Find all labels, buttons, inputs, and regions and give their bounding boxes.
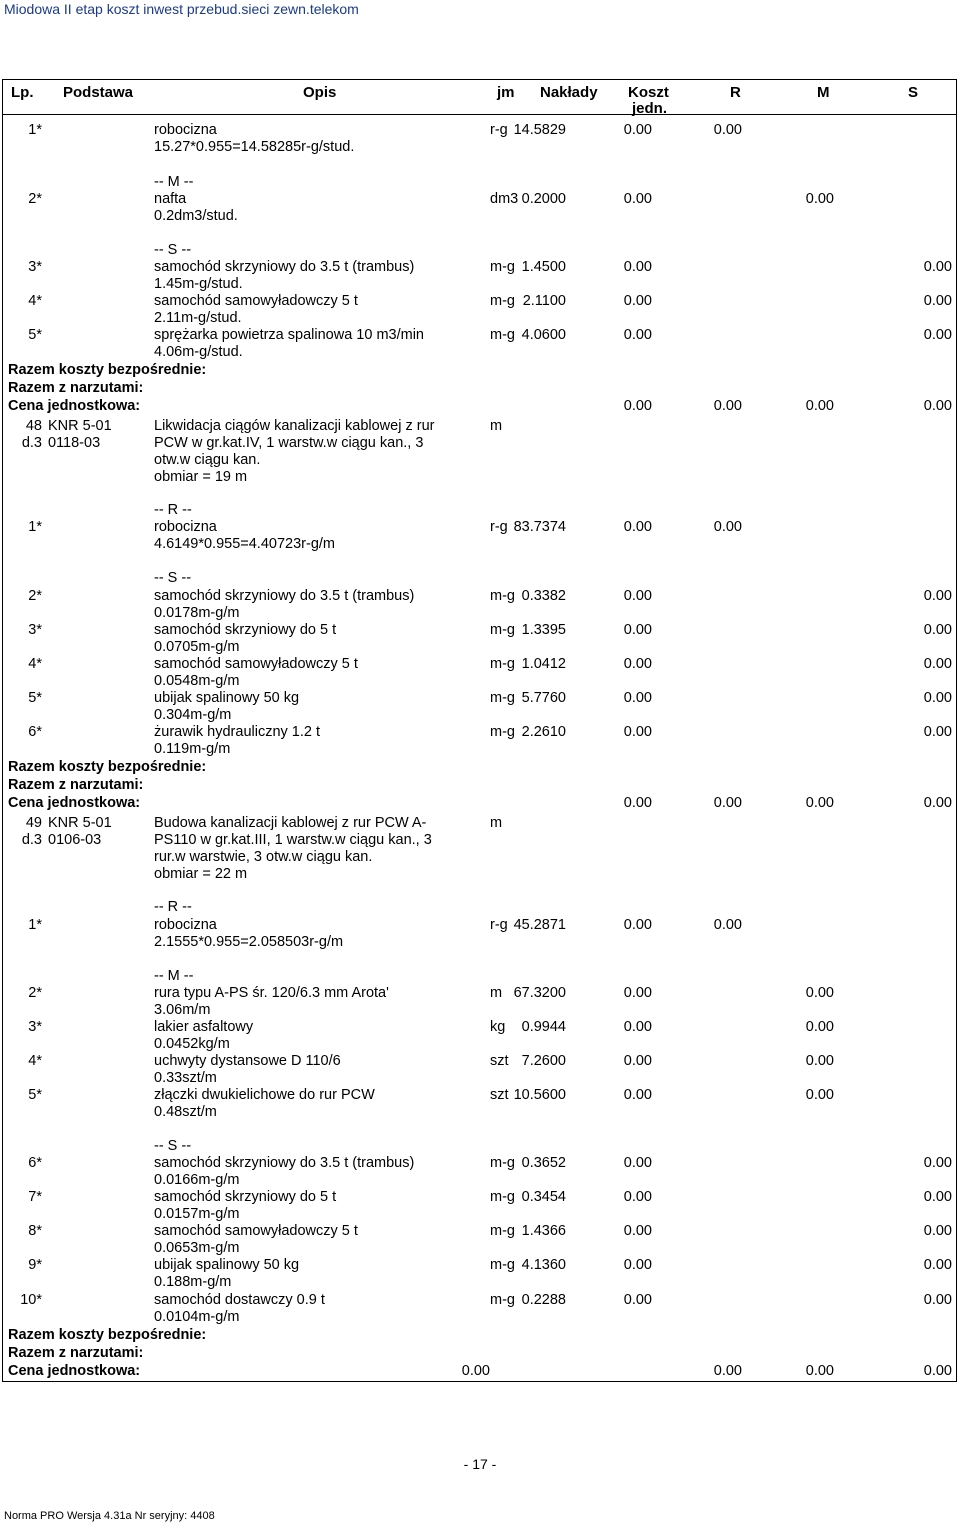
row-jm: m-g: [490, 1223, 515, 1239]
row-jm: szt: [490, 1087, 509, 1103]
row-jm: m-g: [490, 1292, 515, 1308]
row-opis: ubijak spalinowy 50 kg: [154, 690, 300, 706]
row-s: 0.00: [923, 1223, 952, 1239]
cena-jednostkowa-row: [0, 1363, 960, 1385]
row-opis: robocizna: [154, 122, 217, 138]
row-norm: 0.0548m-g/m: [154, 673, 240, 689]
row-opis: robocizna: [154, 519, 217, 535]
position-opis: PCW w gr.kat.IV, 1 warstw.w ciągu kan., 3: [154, 435, 424, 451]
row-lp: 6*: [28, 1155, 42, 1171]
row-m: 0.00: [805, 1053, 834, 1069]
row-koszt: 0.00: [623, 917, 652, 933]
row-jm: r-g: [490, 917, 508, 933]
row-norm: 4.6149*0.955=4.40723r-g/m: [154, 536, 335, 552]
row-koszt: 0.00: [623, 191, 652, 207]
razem-koszty-bezposrednie: Razem koszty bezpośrednie:: [8, 362, 207, 378]
cena-value: 0.00: [461, 1363, 490, 1379]
row-opis: samochód skrzyniowy do 3.5 t (trambus): [154, 259, 415, 275]
row-naklady: 14.5829: [513, 122, 566, 138]
row-s: 0.00: [923, 724, 952, 740]
row-norm: 0.0653m-g/m: [154, 1240, 240, 1256]
row-opis: robocizna: [154, 917, 217, 933]
row-s: 0.00: [923, 622, 952, 638]
row-m: 0.00: [805, 985, 834, 1001]
row-norm: 0.2dm3/stud.: [154, 208, 238, 224]
position-opis: PS110 w gr.kat.III, 1 warstw.w ciągu kan., 3: [154, 832, 432, 848]
row-lp: 10*: [20, 1292, 42, 1308]
row-lp: 3*: [28, 1019, 42, 1035]
row-norm: 0.0705m-g/m: [154, 639, 240, 655]
row-lp: 4*: [28, 656, 42, 672]
row-naklady: 4.0600: [521, 327, 566, 343]
document-title: Miodowa II etap koszt inwest przebud.sieci zewn.telekom: [4, 1, 359, 17]
row-lp: 1*: [28, 519, 42, 535]
row-jm: m-g: [490, 327, 515, 343]
position-lp-sub: d.3: [21, 435, 42, 451]
cena-jednostkowa-row: [0, 795, 960, 817]
row-koszt: 0.00: [623, 1019, 652, 1035]
position-opis: otw.w ciągu kan.: [154, 452, 261, 468]
row-koszt: 0.00: [623, 122, 652, 138]
row-norm: 0.0166m-g/m: [154, 1172, 240, 1188]
row-koszt: 0.00: [623, 327, 652, 343]
row-lp: 1*: [28, 122, 42, 138]
row-naklady: 0.2288: [521, 1292, 566, 1308]
row-r: 0.00: [713, 122, 742, 138]
razem-koszty-bezposrednie: Razem koszty bezpośrednie:: [8, 1327, 207, 1343]
row-opis: nafta: [154, 191, 187, 207]
position-podstawa-sub: 0118-03: [48, 435, 101, 451]
row-s: 0.00: [923, 1189, 952, 1205]
row-koszt: 0.00: [623, 1223, 652, 1239]
row-norm: 2.1555*0.955=2.058503r-g/m: [154, 934, 344, 950]
row-opis: sprężarka powietrza spalinowa 10 m3/min: [154, 327, 424, 343]
row-s: 0.00: [923, 327, 952, 343]
header-koszt: Koszt: [628, 84, 669, 101]
row-koszt: 0.00: [623, 985, 652, 1001]
row-norm: 4.06m-g/stud.: [154, 344, 243, 360]
row-m: 0.00: [805, 1019, 834, 1035]
position-jm: m: [490, 815, 503, 831]
row-lp: 2*: [28, 985, 42, 1001]
row-opis: rura typu A-PS śr. 120/6.3 mm Arota': [154, 985, 389, 1001]
row-jm: m-g: [490, 1189, 515, 1205]
row-m: 0.00: [805, 191, 834, 207]
header-r: R: [730, 84, 741, 101]
row-jm: szt: [490, 1053, 509, 1069]
row-s: 0.00: [923, 656, 952, 672]
row-naklady: 0.3454: [521, 1189, 566, 1205]
page-number: - 17 -: [463, 1456, 497, 1472]
position-lp-sub: d.3: [21, 832, 42, 848]
cena-r: 0.00: [713, 795, 742, 811]
row-lp: 9*: [28, 1257, 42, 1273]
header-lp: Lp.: [11, 84, 34, 101]
cena-jednostkowa-label: Cena jednostkowa:: [8, 1363, 141, 1379]
row-koszt: 0.00: [623, 724, 652, 740]
row-opis: lakier asfaltowy: [154, 1019, 254, 1035]
row-s: 0.00: [923, 690, 952, 706]
row-jm: m-g: [490, 259, 515, 275]
row-opis: samochód skrzyniowy do 3.5 t (trambus): [154, 1155, 415, 1171]
row-norm: 1.45m-g/stud.: [154, 276, 243, 292]
position-opis: rur.w warstwie, 3 otw.w ciągu kan.: [154, 849, 373, 865]
header-podstawa: Podstawa: [63, 84, 134, 101]
row-s: 0.00: [923, 1155, 952, 1171]
row-naklady: 4.1360: [521, 1257, 566, 1273]
row-norm: 0.188m-g/m: [154, 1274, 232, 1290]
row-koszt: 0.00: [623, 259, 652, 275]
row-koszt: 0.00: [623, 656, 652, 672]
razem-z-narzutami: Razem z narzutami:: [8, 380, 144, 396]
row-jm: dm3: [490, 191, 519, 207]
row-norm: 0.0104m-g/m: [154, 1309, 240, 1325]
row-s: 0.00: [923, 1292, 952, 1308]
row-koszt: 0.00: [623, 1257, 652, 1273]
row-koszt: 0.00: [623, 690, 652, 706]
cena-r: 0.00: [713, 398, 742, 414]
row-opis: żurawik hydrauliczny 1.2 t: [154, 724, 321, 740]
row-norm: 0.304m-g/m: [154, 707, 232, 723]
row-naklady: 1.4366: [521, 1223, 566, 1239]
cena-value: 0.00: [623, 398, 652, 414]
row-jm: m-g: [490, 1257, 515, 1273]
position-obmiar: obmiar = 19 m: [154, 469, 248, 485]
position-podstawa: KNR 5-01: [48, 418, 112, 434]
row-naklady: 1.3395: [521, 622, 566, 638]
software-version: Norma PRO Wersja 4.31a Nr seryjny: 4408: [4, 1510, 215, 1522]
row-jm: kg: [490, 1019, 506, 1035]
position-jm: m: [490, 418, 503, 434]
row-opis: samochód samowyładowczy 5 t: [154, 656, 358, 672]
section-s-header: -- S --: [154, 242, 192, 258]
row-naklady: 67.3200: [513, 985, 566, 1001]
row-opis: samochód skrzyniowy do 5 t: [154, 1189, 337, 1205]
row-naklady: 45.2871: [513, 917, 566, 933]
row-lp: 2*: [28, 191, 42, 207]
cena-r: 0.00: [713, 1363, 742, 1379]
row-m: 0.00: [805, 1087, 834, 1103]
row-lp: 7*: [28, 1189, 42, 1205]
row-lp: 5*: [28, 1087, 42, 1103]
row-naklady: 1.0412: [521, 656, 566, 672]
row-opis: samochód dostawczy 0.9 t: [154, 1292, 325, 1308]
row-norm: 0.33szt/m: [154, 1070, 217, 1086]
row-s: 0.00: [923, 293, 952, 309]
position-obmiar: obmiar = 22 m: [154, 866, 248, 882]
row-jm: m-g: [490, 293, 515, 309]
row-koszt: 0.00: [623, 519, 652, 535]
row-jm: m-g: [490, 690, 515, 706]
row-norm: 15.27*0.955=14.58285r-g/stud.: [154, 139, 355, 155]
row-norm: 0.119m-g/m: [154, 741, 231, 757]
row-norm: 0.0452kg/m: [154, 1036, 230, 1052]
row-s: 0.00: [923, 588, 952, 604]
row-jm: m-g: [490, 1155, 515, 1171]
row-opis: samochód samowyładowczy 5 t: [154, 293, 358, 309]
row-koszt: 0.00: [623, 1292, 652, 1308]
row-r: 0.00: [713, 519, 742, 535]
row-naklady: 83.7374: [513, 519, 566, 535]
row-s: 0.00: [923, 1257, 952, 1273]
section-s-header: -- S --: [154, 570, 192, 586]
header-jm: jm: [497, 84, 515, 101]
row-opis: samochód skrzyniowy do 5 t: [154, 622, 337, 638]
row-lp: 4*: [28, 293, 42, 309]
row-naklady: 7.2600: [521, 1053, 566, 1069]
row-koszt: 0.00: [623, 1189, 652, 1205]
row-norm: 0.0157m-g/m: [154, 1206, 240, 1222]
row-jm: m: [490, 985, 503, 1001]
row-koszt: 0.00: [623, 1087, 652, 1103]
header-naklady: Nakłady: [540, 84, 598, 101]
row-norm: 0.48szt/m: [154, 1104, 217, 1120]
header-koszt-jedn: jedn.: [632, 100, 668, 117]
row-lp: 1*: [28, 917, 42, 933]
row-jm: r-g: [490, 519, 508, 535]
cena-jednostkowa-row: [0, 398, 960, 420]
header-s: S: [908, 84, 919, 101]
table-header: [2, 79, 957, 115]
row-naklady: 0.3652: [521, 1155, 566, 1171]
row-opis: samochód samowyładowczy 5 t: [154, 1223, 358, 1239]
cena-s: 0.00: [923, 795, 952, 811]
section-m-header: -- M --: [154, 968, 194, 984]
row-koszt: 0.00: [623, 588, 652, 604]
position-opis: Budowa kanalizacji kablowej z rur PCW A-: [154, 815, 427, 831]
cena-m: 0.00: [805, 795, 834, 811]
row-koszt: 0.00: [623, 1155, 652, 1171]
row-jm: r-g: [490, 122, 508, 138]
row-lp: 4*: [28, 1053, 42, 1069]
row-jm: m-g: [490, 622, 515, 638]
row-jm: m-g: [490, 656, 515, 672]
cena-jednostkowa-label: Cena jednostkowa:: [8, 795, 141, 811]
row-lp: 3*: [28, 622, 42, 638]
cena-jednostkowa-label: Cena jednostkowa:: [8, 398, 141, 414]
row-norm: 3.06m/m: [154, 1002, 211, 1018]
row-naklady: 0.9944: [521, 1019, 566, 1035]
section-r-header: -- R --: [154, 502, 192, 518]
row-naklady: 10.5600: [513, 1087, 566, 1103]
row-r: 0.00: [713, 917, 742, 933]
row-jm: m-g: [490, 724, 515, 740]
row-naklady: 1.4500: [521, 259, 566, 275]
position-lp: 48: [25, 418, 42, 434]
position-podstawa: KNR 5-01: [48, 815, 112, 831]
row-opis: uchwyty dystansowe D 110/6: [154, 1053, 341, 1069]
row-naklady: 2.2610: [521, 724, 566, 740]
row-lp: 5*: [28, 690, 42, 706]
row-naklady: 0.2000: [521, 191, 566, 207]
row-koszt: 0.00: [623, 293, 652, 309]
row-lp: 2*: [28, 588, 42, 604]
razem-z-narzutami: Razem z narzutami:: [8, 777, 144, 793]
cena-m: 0.00: [805, 1363, 834, 1379]
row-lp: 6*: [28, 724, 42, 740]
section-m-header: -- M --: [154, 174, 194, 190]
row-naklady: 5.7760: [521, 690, 566, 706]
row-koszt: 0.00: [623, 622, 652, 638]
row-lp: 8*: [28, 1223, 42, 1239]
position-lp: 49: [25, 815, 42, 831]
cena-s: 0.00: [923, 398, 952, 414]
position-podstawa-sub: 0106-03: [48, 832, 102, 848]
cena-s: 0.00: [923, 1363, 952, 1379]
row-lp: 3*: [28, 259, 42, 275]
razem-z-narzutami: Razem z narzutami:: [8, 1345, 144, 1361]
row-opis: ubijak spalinowy 50 kg: [154, 1257, 300, 1273]
header-m: M: [817, 84, 830, 101]
razem-koszty-bezposrednie: Razem koszty bezpośrednie:: [8, 759, 207, 775]
cena-value: 0.00: [623, 795, 652, 811]
position-opis: Likwidacja ciągów kanalizacji kablowej z rur: [154, 418, 435, 434]
row-s: 0.00: [923, 259, 952, 275]
row-koszt: 0.00: [623, 1053, 652, 1069]
row-norm: 0.0178m-g/m: [154, 605, 240, 621]
row-jm: m-g: [490, 588, 515, 604]
row-opis: samochód skrzyniowy do 3.5 t (trambus): [154, 588, 415, 604]
header-opis: Opis: [303, 84, 337, 101]
row-norm: 2.11m-g/stud.: [154, 310, 242, 326]
row-naklady: 0.3382: [521, 588, 566, 604]
section-s-header: -- S --: [154, 1138, 192, 1154]
cena-m: 0.00: [805, 398, 834, 414]
row-opis: złączki dwukielichowe do rur PCW: [154, 1087, 375, 1103]
section-r-header: -- R --: [154, 899, 192, 915]
row-lp: 5*: [28, 327, 42, 343]
row-naklady: 2.1100: [522, 293, 566, 309]
